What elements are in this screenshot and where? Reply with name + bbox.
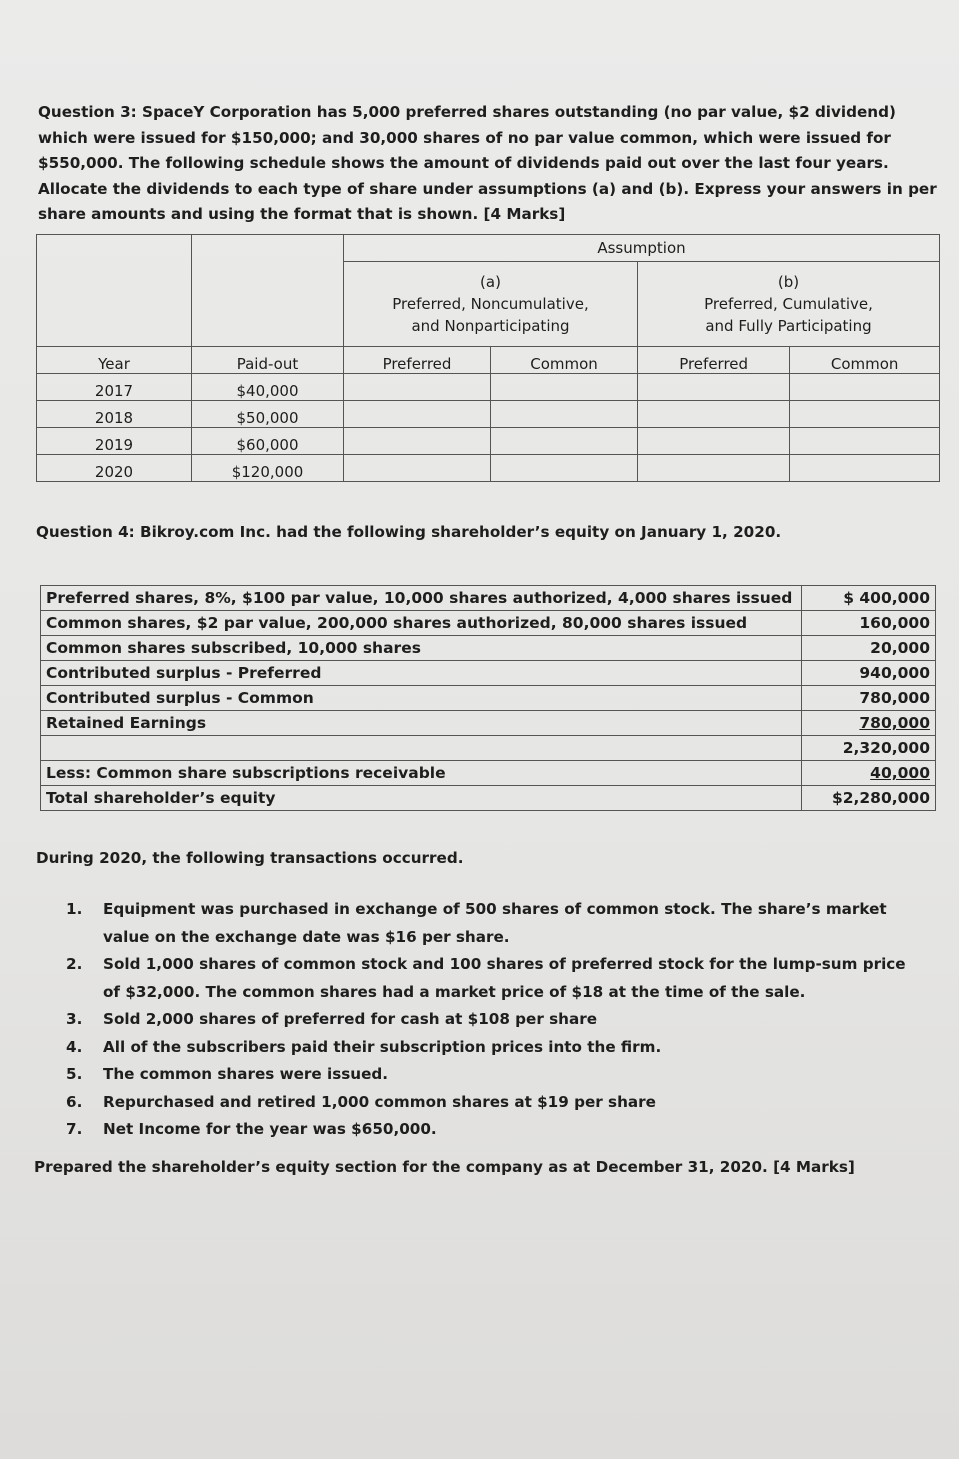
dividend-allocation-table [36, 234, 940, 482]
list-item [66, 1061, 926, 1089]
question-3-text: : SpaceY Corporation has 5,000 preferred shares outstanding (no par value, $2 dividend) which were issued for $150,000; and 30,000 shares of no par value common, which were issued for $550,000. The following schedule shows the amount of dividends paid out over the last four years. Allocate the dividends to each type of share under assumptions (a) and (b). Express your answers in per share amounts and using the format that is shown. [4 Marks] [38, 103, 937, 223]
answer-cell [790, 374, 940, 401]
paid-cell: $50,000 [192, 401, 344, 428]
equity-amount: 160,000 [802, 611, 936, 636]
table-row [37, 455, 940, 482]
question-4-heading [36, 523, 781, 541]
answer-cell [638, 401, 790, 428]
assumption-a-letter: (a) [480, 273, 501, 291]
answer-cell [491, 428, 638, 455]
year-cell: 2020 [37, 455, 192, 482]
list-item [66, 1034, 926, 1062]
blank-header-cell [37, 235, 192, 347]
assumption-b-line2: and Fully Participating [705, 317, 872, 335]
year-cell: 2019 [37, 428, 192, 455]
answer-cell [638, 428, 790, 455]
col-b-preferred-header: Preferred [638, 347, 790, 374]
item-text: Net Income for the year was $650,000. [103, 1120, 437, 1138]
item-number: 6. [66, 1092, 83, 1111]
answer-cell [491, 401, 638, 428]
answer-cell [790, 401, 940, 428]
item-text: The common shares were issued. [103, 1065, 389, 1083]
col-b-common-header: Common [790, 347, 940, 374]
answer-cell [638, 455, 790, 482]
table-row [37, 401, 940, 428]
answer-cell [344, 455, 491, 482]
equity-amount: 780,000 [802, 686, 936, 711]
list-item [66, 1006, 926, 1034]
equity-label: Contributed surplus - Common [41, 686, 802, 711]
list-item [66, 1116, 926, 1144]
equity-label: Retained Earnings [41, 711, 802, 736]
equity-amount: 20,000 [802, 636, 936, 661]
transactions-list [66, 896, 926, 1144]
item-number: 2. [66, 955, 83, 973]
question-4-text: : Bikroy.com Inc. had the following shareholder’s equity on January 1, 2020. [128, 523, 782, 541]
col-a-preferred-header: Preferred [344, 347, 491, 374]
table-row [37, 374, 940, 401]
paid-cell: $40,000 [192, 374, 344, 401]
item-text: Repurchased and retired 1,000 common shares at $19 per share [103, 1092, 656, 1111]
answer-cell [638, 374, 790, 401]
item-number: 5. [66, 1065, 83, 1083]
col-a-common-header: Common [491, 347, 638, 374]
equity-amount: 40,000 [802, 761, 936, 786]
col-paid-header: Paid-out [192, 347, 344, 374]
equity-label: Preferred shares, 8%, $100 par value, 10,000 shares authorized, 4,000 shares issued [41, 586, 802, 611]
list-item [66, 896, 926, 951]
equity-amount: $2,280,000 [802, 786, 936, 811]
table-row [41, 686, 936, 711]
question-3-label: Question 3 [38, 103, 131, 121]
item-text: Equipment was purchased in exchange of 500 shares of common stock. The share’s market value on the exchange date was $16 per share. [103, 900, 887, 946]
item-text: All of the subscribers paid their subscription prices into the firm. [103, 1037, 662, 1056]
col-year-header: Year [37, 347, 192, 374]
assumption-b-line1: Preferred, Cumulative, [704, 295, 873, 313]
table-header-row [37, 235, 940, 262]
assumption-a-header [344, 262, 638, 347]
equity-label: Common shares subscribed, 10,000 shares [41, 636, 802, 661]
column-header-row [37, 347, 940, 374]
answer-cell [344, 401, 491, 428]
blank-header-cell [192, 235, 344, 347]
assumption-a-line1: Preferred, Noncumulative, [392, 295, 589, 313]
question-4-label: Question 4 [36, 523, 129, 541]
answer-cell [491, 374, 638, 401]
item-text: Sold 2,000 shares of preferred for cash at $108 per share [103, 1010, 598, 1028]
item-number: 1. [66, 900, 83, 918]
equity-label: Less: Common share subscriptions receivable [41, 761, 802, 786]
table-row [41, 611, 936, 636]
answer-cell [344, 428, 491, 455]
table-row [41, 761, 936, 786]
question-3-paragraph [38, 100, 946, 228]
assumption-a-line2: and Nonparticipating [411, 317, 570, 335]
equity-amount: 780,000 [802, 711, 936, 736]
year-cell: 2017 [37, 374, 192, 401]
equity-label: Total shareholder’s equity [41, 786, 802, 811]
equity-amount: 2,320,000 [802, 736, 936, 761]
equity-label: Contributed surplus - Preferred [41, 661, 802, 686]
item-text: Sold 1,000 shares of common stock and 100 shares of preferred stock for the lump-sum price of $32,000. The common shares had a market price of $18 at the time of the sale. [103, 955, 906, 1001]
table-row [41, 661, 936, 686]
during-2020-text: During 2020, the following transactions occurred. [36, 849, 464, 867]
equity-label: Common shares, $2 par value, 200,000 shares authorized, 80,000 shares issued [41, 611, 802, 636]
assumption-b-letter: (b) [777, 273, 800, 291]
year-cell: 2018 [37, 401, 192, 428]
list-item [66, 951, 926, 1006]
item-number: 3. [66, 1010, 83, 1028]
list-item [66, 1089, 926, 1117]
table-row [37, 428, 940, 455]
answer-cell [790, 455, 940, 482]
answer-cell [344, 374, 491, 401]
paid-cell: $60,000 [192, 428, 344, 455]
table-row [41, 636, 936, 661]
prepare-instruction: Prepared the shareholder’s equity section for the company as at December 31, 2020. [4 Marks] [34, 1158, 855, 1176]
equity-amount: 940,000 [802, 661, 936, 686]
answer-cell [491, 455, 638, 482]
equity-amount: $ 400,000 [802, 586, 936, 611]
table-row [41, 786, 936, 811]
table-row [41, 586, 936, 611]
assumption-header: Assumption [344, 235, 940, 262]
item-number: 7. [66, 1120, 83, 1138]
paid-cell: $120,000 [192, 455, 344, 482]
answer-cell [790, 428, 940, 455]
table-row [41, 711, 936, 736]
equity-label [41, 736, 802, 761]
assumption-b-header [638, 262, 940, 347]
item-number: 4. [66, 1037, 83, 1056]
shareholders-equity-table [40, 585, 936, 811]
table-row [41, 736, 936, 761]
